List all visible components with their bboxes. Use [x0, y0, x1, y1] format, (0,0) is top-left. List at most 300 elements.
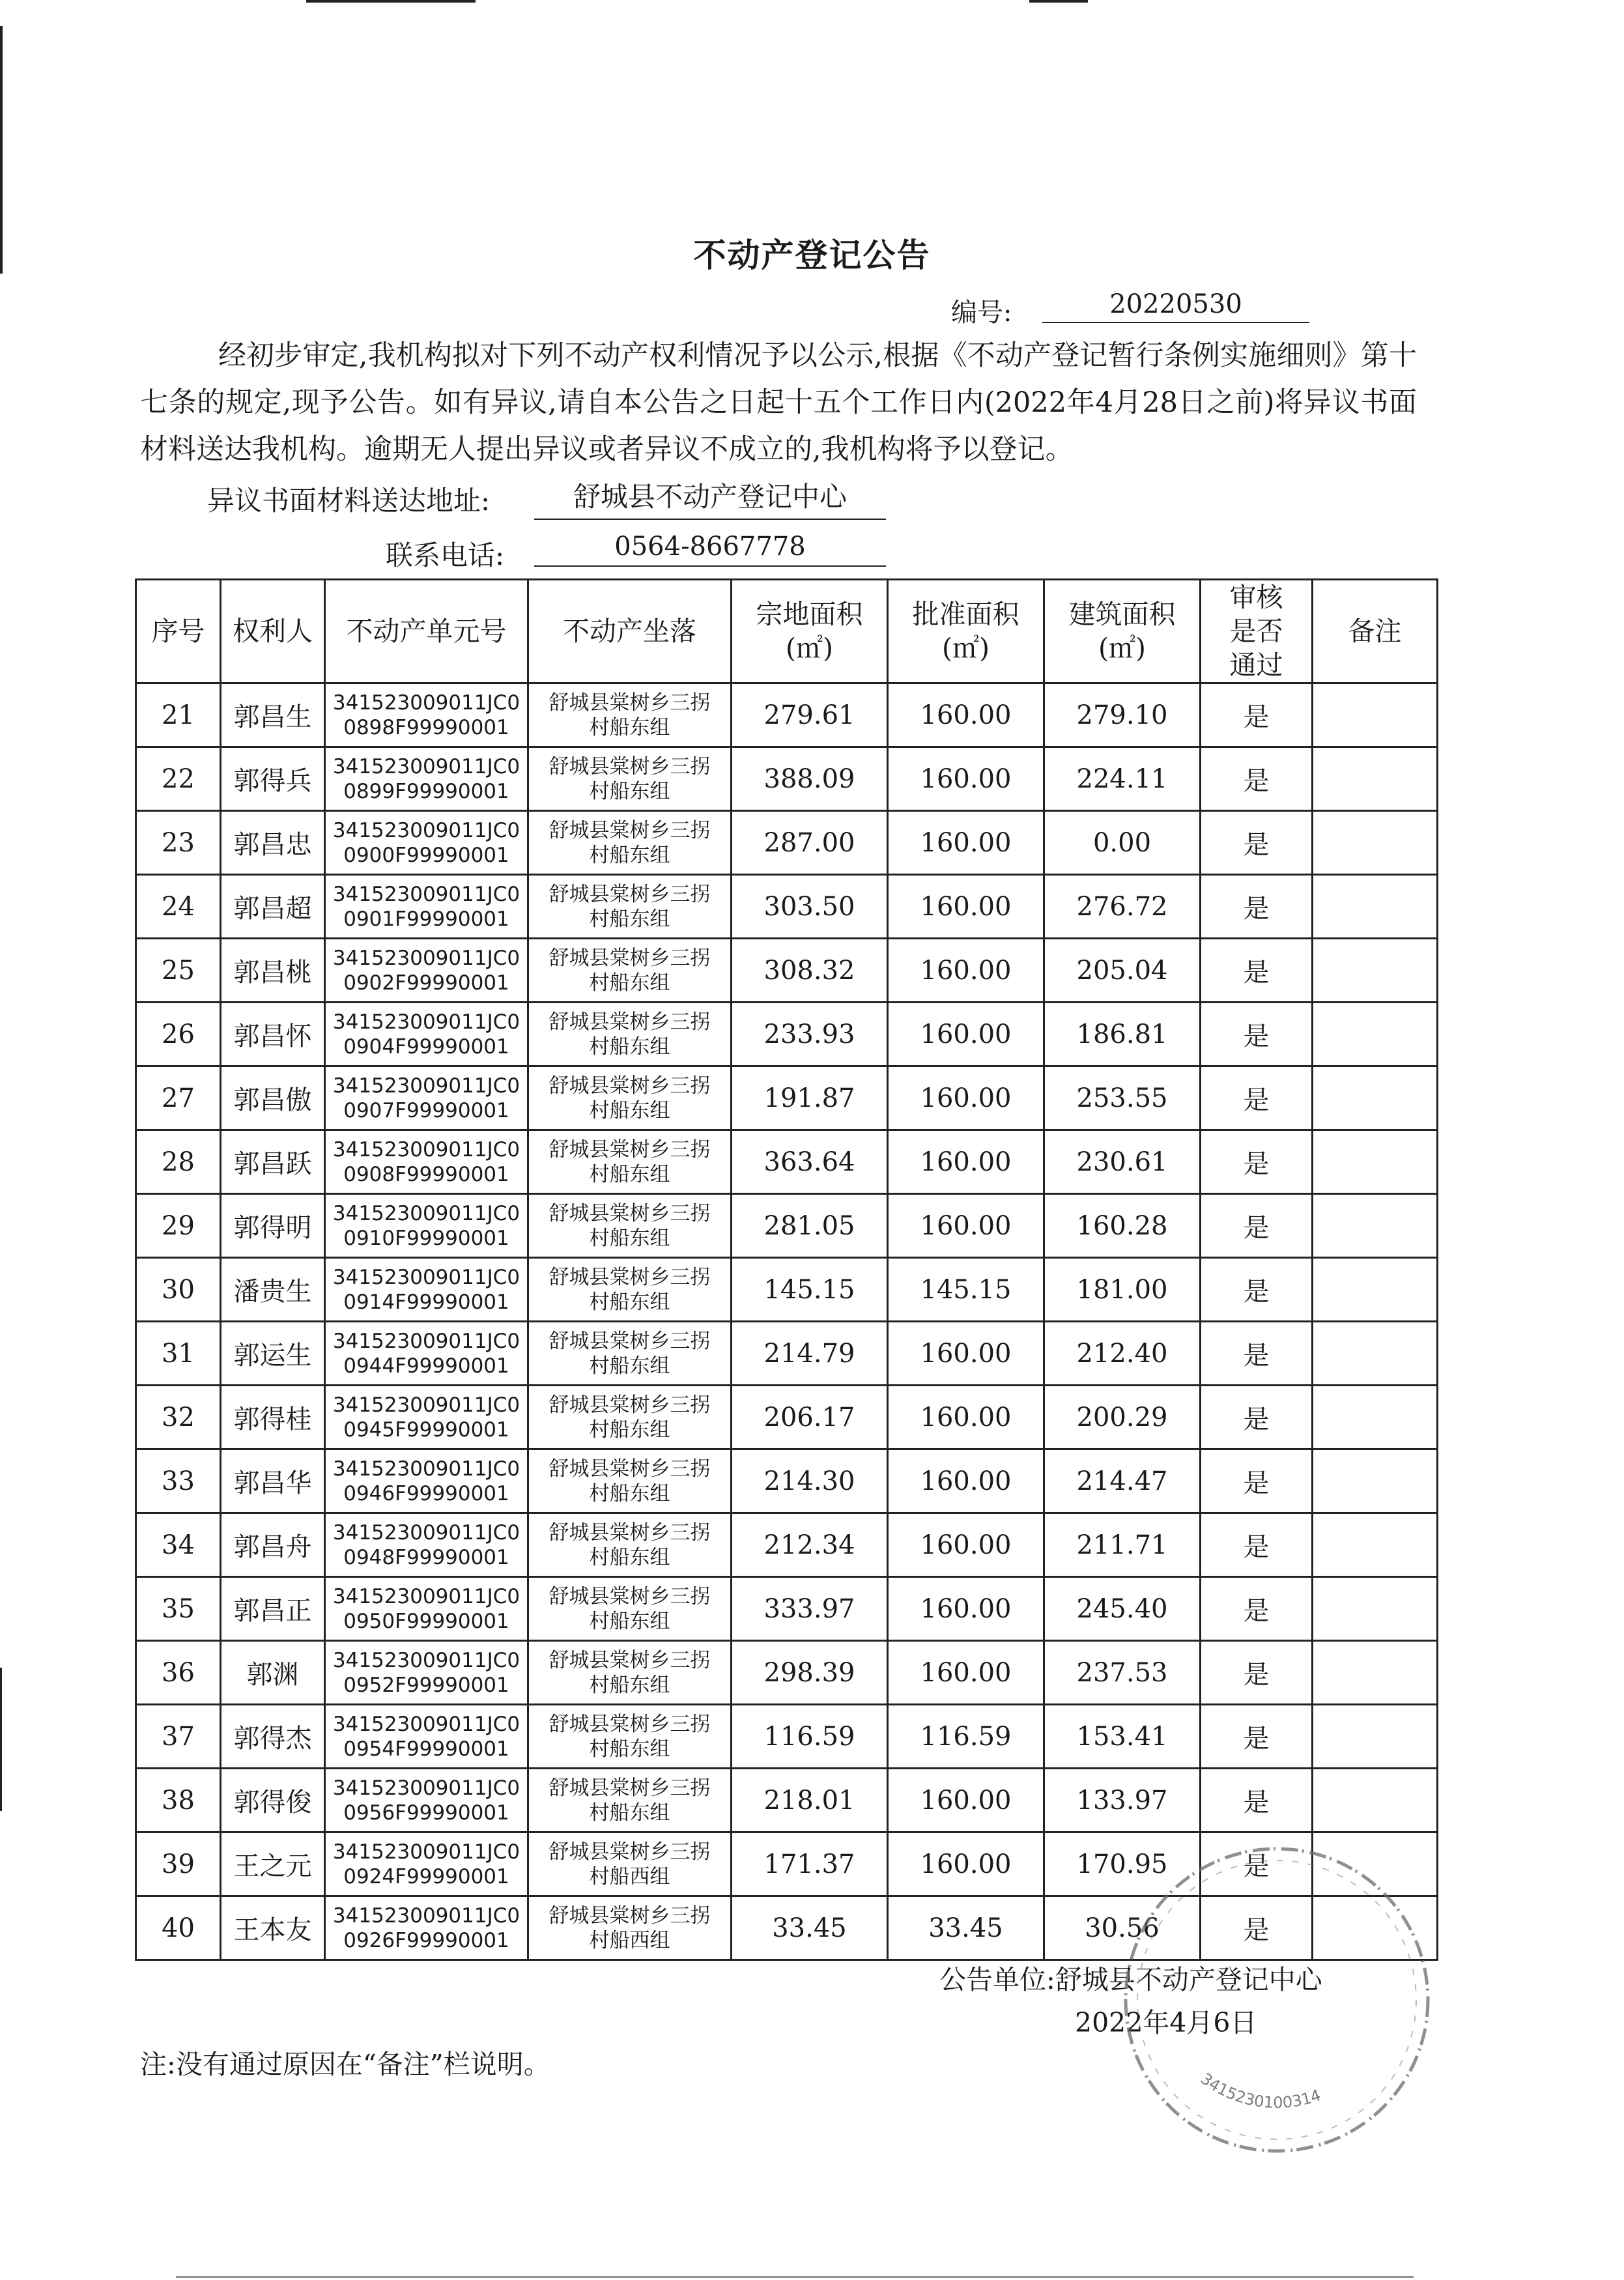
- cell-owner: 郭昌舟: [221, 1513, 325, 1577]
- cell-approved-area: 160.00: [888, 1577, 1044, 1641]
- unit-id-line-2: 0902F99990001: [343, 971, 509, 995]
- cell-approved-area: 145.15: [888, 1258, 1044, 1322]
- unit-id-line-1: 341523009011JC0: [332, 818, 520, 842]
- cell-seq: 28: [136, 1130, 221, 1194]
- location-line-1: 舒城县棠树乡三拐: [548, 1457, 711, 1481]
- table-row: [136, 1513, 1438, 1577]
- table-row: [136, 1641, 1438, 1705]
- cell-location: [528, 1832, 732, 1896]
- unit-id-line-2: 0946F99990001: [343, 1481, 509, 1505]
- cell-location: [528, 811, 732, 875]
- unit-id-line-2: 0900F99990001: [343, 843, 509, 867]
- location-line-2: 村船东组: [589, 1481, 670, 1505]
- unit-id-line-1: 341523009011JC0: [332, 1074, 520, 1098]
- location-line-2: 村船东组: [589, 971, 670, 995]
- unit-id-line-1: 341523009011JC0: [332, 1520, 520, 1545]
- cell-building-area: 245.40: [1044, 1577, 1201, 1641]
- cell-unit-id: [325, 1258, 528, 1322]
- cell-remark: [1313, 1194, 1438, 1258]
- unit-id-line-2: 0901F99990001: [343, 907, 509, 931]
- cell-owner: 郭昌怀: [221, 1003, 325, 1066]
- cell-remark: [1313, 1386, 1438, 1449]
- cell-unit-id: [325, 683, 528, 747]
- table-row: [136, 1577, 1438, 1641]
- cell-building-area: 237.53: [1044, 1641, 1201, 1705]
- cell-building-area: 276.72: [1044, 875, 1201, 939]
- location-line-2: 村船西组: [589, 1864, 670, 1888]
- cell-unit-id: [325, 747, 528, 811]
- cell-review: 是: [1201, 1322, 1313, 1386]
- unit-id-line-2: 0952F99990001: [343, 1673, 509, 1697]
- cell-location: [528, 1896, 732, 1960]
- serial-value: 20220530: [1042, 289, 1309, 323]
- cell-remark: [1313, 1449, 1438, 1513]
- cell-seq: 24: [136, 875, 221, 939]
- location-line-1: 舒城县棠树乡三拐: [548, 1584, 711, 1608]
- header-building-area-label: 建筑面积: [1068, 599, 1176, 630]
- cell-land-area: 171.37: [732, 1832, 888, 1896]
- cell-owner: 潘贵生: [221, 1258, 325, 1322]
- cell-review: 是: [1201, 1258, 1313, 1322]
- phone-value: 0564-8667778: [534, 532, 886, 567]
- table-row: [136, 1386, 1438, 1449]
- table-row: [136, 1130, 1438, 1194]
- header-owner: 权利人: [221, 580, 325, 683]
- unit-id-line-2: 0926F99990001: [343, 1928, 509, 1952]
- unit-id-line-2: 0956F99990001: [343, 1801, 509, 1825]
- cell-building-area: 224.11: [1044, 747, 1201, 811]
- cell-owner: 郭昌忠: [221, 811, 325, 875]
- table-row: [136, 1003, 1438, 1066]
- cell-land-area: 287.00: [732, 811, 888, 875]
- cell-building-area: 181.00: [1044, 1258, 1201, 1322]
- header-building-area: [1044, 580, 1201, 683]
- location-line-2: 村船东组: [589, 1290, 670, 1314]
- cell-review: 是: [1201, 1194, 1313, 1258]
- location-line-2: 村船东组: [589, 1354, 670, 1378]
- cell-land-area: 33.45: [732, 1896, 888, 1960]
- cell-review: 是: [1201, 811, 1313, 875]
- unit-id-line-1: 341523009011JC0: [332, 1840, 520, 1864]
- cell-remark: [1313, 939, 1438, 1003]
- phone-label: 联系电话:: [386, 539, 505, 571]
- cell-review: 是: [1201, 1066, 1313, 1130]
- table-row: [136, 875, 1438, 939]
- cell-approved-area: 160.00: [888, 1322, 1044, 1386]
- cell-building-area: 211.71: [1044, 1513, 1201, 1577]
- unit-id-line-2: 0945F99990001: [343, 1418, 509, 1442]
- cell-approved-area: 160.00: [888, 1769, 1044, 1832]
- location-line-1: 舒城县棠树乡三拐: [548, 1520, 711, 1545]
- cell-location: [528, 1003, 732, 1066]
- cell-land-area: 363.64: [732, 1130, 888, 1194]
- table-row: [136, 1705, 1438, 1769]
- header-approved-area-label: 批准面积: [912, 599, 1019, 630]
- table-header-row: [136, 580, 1438, 683]
- cell-building-area: 212.40: [1044, 1322, 1201, 1386]
- cell-review: 是: [1201, 747, 1313, 811]
- cell-location: [528, 747, 732, 811]
- cell-approved-area: 160.00: [888, 1194, 1044, 1258]
- cell-building-area: 200.29: [1044, 1386, 1201, 1449]
- header-unit-id: 不动产单元号: [325, 580, 528, 683]
- cell-approved-area: 116.59: [888, 1705, 1044, 1769]
- cell-approved-area: 160.00: [888, 1003, 1044, 1066]
- cell-seq: 34: [136, 1513, 221, 1577]
- cell-land-area: 116.59: [732, 1705, 888, 1769]
- cell-land-area: 218.01: [732, 1769, 888, 1832]
- table-row: [136, 747, 1438, 811]
- table-row: [136, 939, 1438, 1003]
- unit-id-line-2: 0954F99990001: [343, 1737, 509, 1761]
- cell-owner: 郭得杰: [221, 1705, 325, 1769]
- location-line-1: 舒城县棠树乡三拐: [548, 754, 711, 778]
- location-line-1: 舒城县棠树乡三拐: [548, 1074, 711, 1098]
- cell-owner: 郭运生: [221, 1322, 325, 1386]
- cell-seq: 22: [136, 747, 221, 811]
- cell-owner: 郭昌正: [221, 1577, 325, 1641]
- location-line-2: 村船东组: [589, 907, 670, 931]
- cell-owner: 郭昌超: [221, 875, 325, 939]
- cell-review: 是: [1201, 1896, 1313, 1960]
- cell-building-area: 205.04: [1044, 939, 1201, 1003]
- location-line-2: 村船东组: [589, 1162, 670, 1186]
- cell-unit-id: [325, 1641, 528, 1705]
- cell-unit-id: [325, 1705, 528, 1769]
- location-line-1: 舒城县棠树乡三拐: [548, 1329, 711, 1353]
- scan-top-mark: [1029, 0, 1088, 3]
- location-line-2: 村船东组: [589, 1034, 670, 1059]
- cell-seq: 31: [136, 1322, 221, 1386]
- cell-location: [528, 939, 732, 1003]
- cell-unit-id: [325, 1194, 528, 1258]
- official-seal: [1107, 1831, 1446, 2169]
- cell-location: [528, 1066, 732, 1130]
- unit-id-line-1: 341523009011JC0: [332, 1393, 520, 1417]
- cell-unit-id: [325, 1130, 528, 1194]
- unit-id-line-1: 341523009011JC0: [332, 1903, 520, 1928]
- cell-remark: [1313, 1705, 1438, 1769]
- header-location: 不动产坐落: [528, 580, 732, 683]
- seal-number: 3415230100314: [1197, 2069, 1324, 2112]
- cell-seq: 27: [136, 1066, 221, 1130]
- cell-remark: [1313, 811, 1438, 875]
- cell-location: [528, 1577, 732, 1641]
- location-line-2: 村船东组: [589, 1545, 670, 1569]
- cell-review: 是: [1201, 1577, 1313, 1641]
- unit-id-line-1: 341523009011JC0: [332, 1137, 520, 1161]
- cell-seq: 35: [136, 1577, 221, 1641]
- cell-review: 是: [1201, 1832, 1313, 1896]
- unit-id-line-2: 0898F99990001: [343, 715, 509, 739]
- cell-land-area: 279.61: [732, 683, 888, 747]
- cell-building-area: 133.97: [1044, 1769, 1201, 1832]
- location-line-2: 村船东组: [589, 1418, 670, 1442]
- cell-review: 是: [1201, 939, 1313, 1003]
- table-row: [136, 683, 1438, 747]
- cell-remark: [1313, 1322, 1438, 1386]
- cell-review: 是: [1201, 1130, 1313, 1194]
- cell-review: 是: [1201, 1449, 1313, 1513]
- footnote: 注:没有通过原因在“备注”栏说明。: [140, 2049, 550, 2080]
- unit-id-line-2: 0907F99990001: [343, 1098, 509, 1122]
- cell-location: [528, 683, 732, 747]
- location-line-1: 舒城县棠树乡三拐: [548, 691, 711, 715]
- cell-unit-id: [325, 1513, 528, 1577]
- table-row: [136, 1449, 1438, 1513]
- unit-id-line-1: 341523009011JC0: [332, 946, 520, 970]
- header-approved-area-unit: (㎡): [942, 633, 990, 664]
- cell-land-area: 233.93: [732, 1003, 888, 1066]
- unit-id-line-2: 0944F99990001: [343, 1354, 509, 1378]
- location-line-1: 舒城县棠树乡三拐: [548, 1776, 711, 1800]
- cell-unit-id: [325, 1832, 528, 1896]
- cell-seq: 21: [136, 683, 221, 747]
- cell-seq: 30: [136, 1258, 221, 1322]
- announcing-unit: 公告单位:舒城县不动产登记中心: [939, 1964, 1322, 1995]
- registration-table: [135, 578, 1438, 1961]
- location-line-1: 舒城县棠树乡三拐: [548, 1903, 711, 1928]
- cell-location: [528, 1769, 732, 1832]
- serial-label: 编号:: [951, 298, 1012, 328]
- cell-approved-area: 160.00: [888, 939, 1044, 1003]
- cell-location: [528, 1130, 732, 1194]
- cell-review: 是: [1201, 1641, 1313, 1705]
- cell-land-area: 281.05: [732, 1194, 888, 1258]
- cell-unit-id: [325, 1066, 528, 1130]
- location-line-1: 舒城县棠树乡三拐: [548, 1712, 711, 1736]
- header-review-label: 审核是否通过: [1229, 582, 1283, 681]
- cell-unit-id: [325, 1577, 528, 1641]
- cell-unit-id: [325, 811, 528, 875]
- cell-approved-area: 160.00: [888, 683, 1044, 747]
- announcement-date: 2022年4月6日: [1075, 2007, 1257, 2038]
- cell-building-area: 214.47: [1044, 1449, 1201, 1513]
- cell-approved-area: 160.00: [888, 747, 1044, 811]
- cell-building-area: 30.56: [1044, 1896, 1201, 1960]
- cell-seq: 39: [136, 1832, 221, 1896]
- table-row: [136, 1066, 1438, 1130]
- cell-approved-area: 160.00: [888, 811, 1044, 875]
- cell-approved-area: 160.00: [888, 1832, 1044, 1896]
- unit-id-line-2: 0899F99990001: [343, 779, 509, 803]
- cell-remark: [1313, 1066, 1438, 1130]
- location-line-2: 村船东组: [589, 1098, 670, 1122]
- location-line-2: 村船东组: [589, 1609, 670, 1633]
- cell-land-area: 308.32: [732, 939, 888, 1003]
- cell-unit-id: [325, 1769, 528, 1832]
- location-line-2: 村船东组: [589, 715, 670, 739]
- cell-land-area: 303.50: [732, 875, 888, 939]
- cell-seq: 37: [136, 1705, 221, 1769]
- unit-id-line-1: 341523009011JC0: [332, 1265, 520, 1289]
- unit-id-line-2: 0950F99990001: [343, 1609, 509, 1633]
- cell-seq: 32: [136, 1386, 221, 1449]
- cell-building-area: 0.00: [1044, 811, 1201, 875]
- location-line-1: 舒城县棠树乡三拐: [548, 1010, 711, 1034]
- cell-remark: [1313, 747, 1438, 811]
- location-line-1: 舒城县棠树乡三拐: [548, 1265, 711, 1289]
- cell-approved-area: 160.00: [888, 1513, 1044, 1577]
- header-review: [1201, 580, 1313, 683]
- cell-location: [528, 1194, 732, 1258]
- location-line-1: 舒城县棠树乡三拐: [548, 1201, 711, 1225]
- unit-id-line-1: 341523009011JC0: [332, 1712, 520, 1736]
- cell-remark: [1313, 1258, 1438, 1322]
- cell-land-area: 333.97: [732, 1577, 888, 1641]
- unit-id-line-1: 341523009011JC0: [332, 1776, 520, 1800]
- cell-review: 是: [1201, 683, 1313, 747]
- cell-owner: 郭昌桃: [221, 939, 325, 1003]
- cell-seq: 40: [136, 1896, 221, 1960]
- cell-unit-id: [325, 1896, 528, 1960]
- cell-building-area: 253.55: [1044, 1066, 1201, 1130]
- cell-seq: 36: [136, 1641, 221, 1705]
- cell-building-area: 230.61: [1044, 1130, 1201, 1194]
- cell-location: [528, 1322, 732, 1386]
- header-building-area-unit: (㎡): [1098, 633, 1146, 664]
- location-line-1: 舒城县棠树乡三拐: [548, 1648, 711, 1672]
- cell-land-area: 298.39: [732, 1641, 888, 1705]
- unit-id-line-1: 341523009011JC0: [332, 1010, 520, 1034]
- table-row: [136, 1258, 1438, 1322]
- scan-bottom-mark: [176, 2276, 1414, 2278]
- cell-location: [528, 1449, 732, 1513]
- cell-owner: 郭昌生: [221, 683, 325, 747]
- location-line-2: 村船东组: [589, 779, 670, 803]
- location-line-1: 舒城县棠树乡三拐: [548, 1393, 711, 1417]
- cell-remark: [1313, 683, 1438, 747]
- cell-owner: 郭昌傲: [221, 1066, 325, 1130]
- cell-approved-area: 33.45: [888, 1896, 1044, 1960]
- cell-land-area: 214.79: [732, 1322, 888, 1386]
- cell-seq: 25: [136, 939, 221, 1003]
- cell-remark: [1313, 1003, 1438, 1066]
- cell-location: [528, 1513, 732, 1577]
- intro-paragraph: 经初步审定,我机构拟对下列不动产权利情况予以公示,根据《不动产登记暂行条例实施细则》第十七条的规定,现予公告。如有异议,请自本公告之日起十五个工作日内(2022年4月28日之前)将异议书面材料送达我机构。逾期无人提出异议或者异议不成立的,我机构将予以登记。: [140, 339, 1417, 466]
- cell-seq: 26: [136, 1003, 221, 1066]
- location-line-2: 村船东组: [589, 1673, 670, 1697]
- cell-approved-area: 160.00: [888, 875, 1044, 939]
- cell-building-area: 153.41: [1044, 1705, 1201, 1769]
- table-row: [136, 1322, 1438, 1386]
- unit-id-line-2: 0914F99990001: [343, 1290, 509, 1314]
- cell-location: [528, 1641, 732, 1705]
- location-line-1: 舒城县棠树乡三拐: [548, 1137, 711, 1161]
- unit-id-line-1: 341523009011JC0: [332, 1329, 520, 1353]
- cell-land-area: 191.87: [732, 1066, 888, 1130]
- cell-remark: [1313, 875, 1438, 939]
- cell-owner: 郭得俊: [221, 1769, 325, 1832]
- unit-id-line-1: 341523009011JC0: [332, 754, 520, 778]
- header-land-area-label: 宗地面积: [756, 599, 863, 630]
- cell-review: 是: [1201, 1769, 1313, 1832]
- cell-owner: 王之元: [221, 1832, 325, 1896]
- header-land-area: [732, 580, 888, 683]
- cell-building-area: 170.95: [1044, 1832, 1201, 1896]
- page-title: 不动产登记公告: [693, 236, 931, 274]
- cell-review: 是: [1201, 1705, 1313, 1769]
- table-row: [136, 811, 1438, 875]
- table-row: [136, 1769, 1438, 1832]
- cell-owner: 郭得明: [221, 1194, 325, 1258]
- unit-id-line-2: 0908F99990001: [343, 1162, 509, 1186]
- location-line-1: 舒城县棠树乡三拐: [548, 1840, 711, 1864]
- cell-approved-area: 160.00: [888, 1386, 1044, 1449]
- unit-id-line-1: 341523009011JC0: [332, 882, 520, 906]
- cell-unit-id: [325, 1003, 528, 1066]
- cell-building-area: 160.28: [1044, 1194, 1201, 1258]
- unit-id-line-2: 0948F99990001: [343, 1545, 509, 1569]
- cell-land-area: 206.17: [732, 1386, 888, 1449]
- cell-approved-area: 160.00: [888, 1641, 1044, 1705]
- cell-location: [528, 875, 732, 939]
- cell-approved-area: 160.00: [888, 1130, 1044, 1194]
- header-remark: 备注: [1313, 580, 1438, 683]
- cell-unit-id: [325, 1386, 528, 1449]
- cell-land-area: 212.34: [732, 1513, 888, 1577]
- cell-review: 是: [1201, 1003, 1313, 1066]
- header-land-area-unit: (㎡): [786, 633, 833, 664]
- cell-owner: 郭得兵: [221, 747, 325, 811]
- unit-id-line-2: 0910F99990001: [343, 1226, 509, 1250]
- cell-review: 是: [1201, 875, 1313, 939]
- table-body: [136, 683, 1438, 1960]
- table-row: [136, 1194, 1438, 1258]
- unit-id-line-1: 341523009011JC0: [332, 1584, 520, 1608]
- header-approved-area: [888, 580, 1044, 683]
- cell-remark: [1313, 1641, 1438, 1705]
- location-line-2: 村船东组: [589, 1226, 670, 1250]
- cell-land-area: 145.15: [732, 1258, 888, 1322]
- cell-location: [528, 1258, 732, 1322]
- unit-id-line-1: 341523009011JC0: [332, 691, 520, 715]
- location-line-2: 村船西组: [589, 1928, 670, 1952]
- unit-id-line-2: 0924F99990001: [343, 1864, 509, 1888]
- location-line-2: 村船东组: [589, 1801, 670, 1825]
- cell-land-area: 214.30: [732, 1449, 888, 1513]
- location-line-1: 舒城县棠树乡三拐: [548, 882, 711, 906]
- scan-edge-mark: [0, 1668, 2, 1811]
- cell-remark: [1313, 1769, 1438, 1832]
- cell-remark: [1313, 1577, 1438, 1641]
- cell-unit-id: [325, 875, 528, 939]
- unit-id-line-1: 341523009011JC0: [332, 1648, 520, 1672]
- cell-owner: 郭得桂: [221, 1386, 325, 1449]
- cell-building-area: 186.81: [1044, 1003, 1201, 1066]
- cell-unit-id: [325, 1322, 528, 1386]
- cell-remark: [1313, 1130, 1438, 1194]
- unit-id-line-1: 341523009011JC0: [332, 1457, 520, 1481]
- cell-approved-area: 160.00: [888, 1066, 1044, 1130]
- cell-remark: [1313, 1513, 1438, 1577]
- cell-land-area: 388.09: [732, 747, 888, 811]
- cell-owner: 郭昌跃: [221, 1130, 325, 1194]
- scan-top-mark: [306, 0, 476, 3]
- cell-approved-area: 160.00: [888, 1449, 1044, 1513]
- cell-location: [528, 1705, 732, 1769]
- cell-building-area: 279.10: [1044, 683, 1201, 747]
- cell-seq: 33: [136, 1449, 221, 1513]
- unit-id-line-1: 341523009011JC0: [332, 1201, 520, 1225]
- location-line-1: 舒城县棠树乡三拐: [548, 818, 711, 842]
- location-line-2: 村船东组: [589, 1737, 670, 1761]
- cell-seq: 38: [136, 1769, 221, 1832]
- cell-seq: 23: [136, 811, 221, 875]
- unit-id-line-2: 0904F99990001: [343, 1034, 509, 1059]
- cell-location: [528, 1386, 732, 1449]
- cell-review: 是: [1201, 1513, 1313, 1577]
